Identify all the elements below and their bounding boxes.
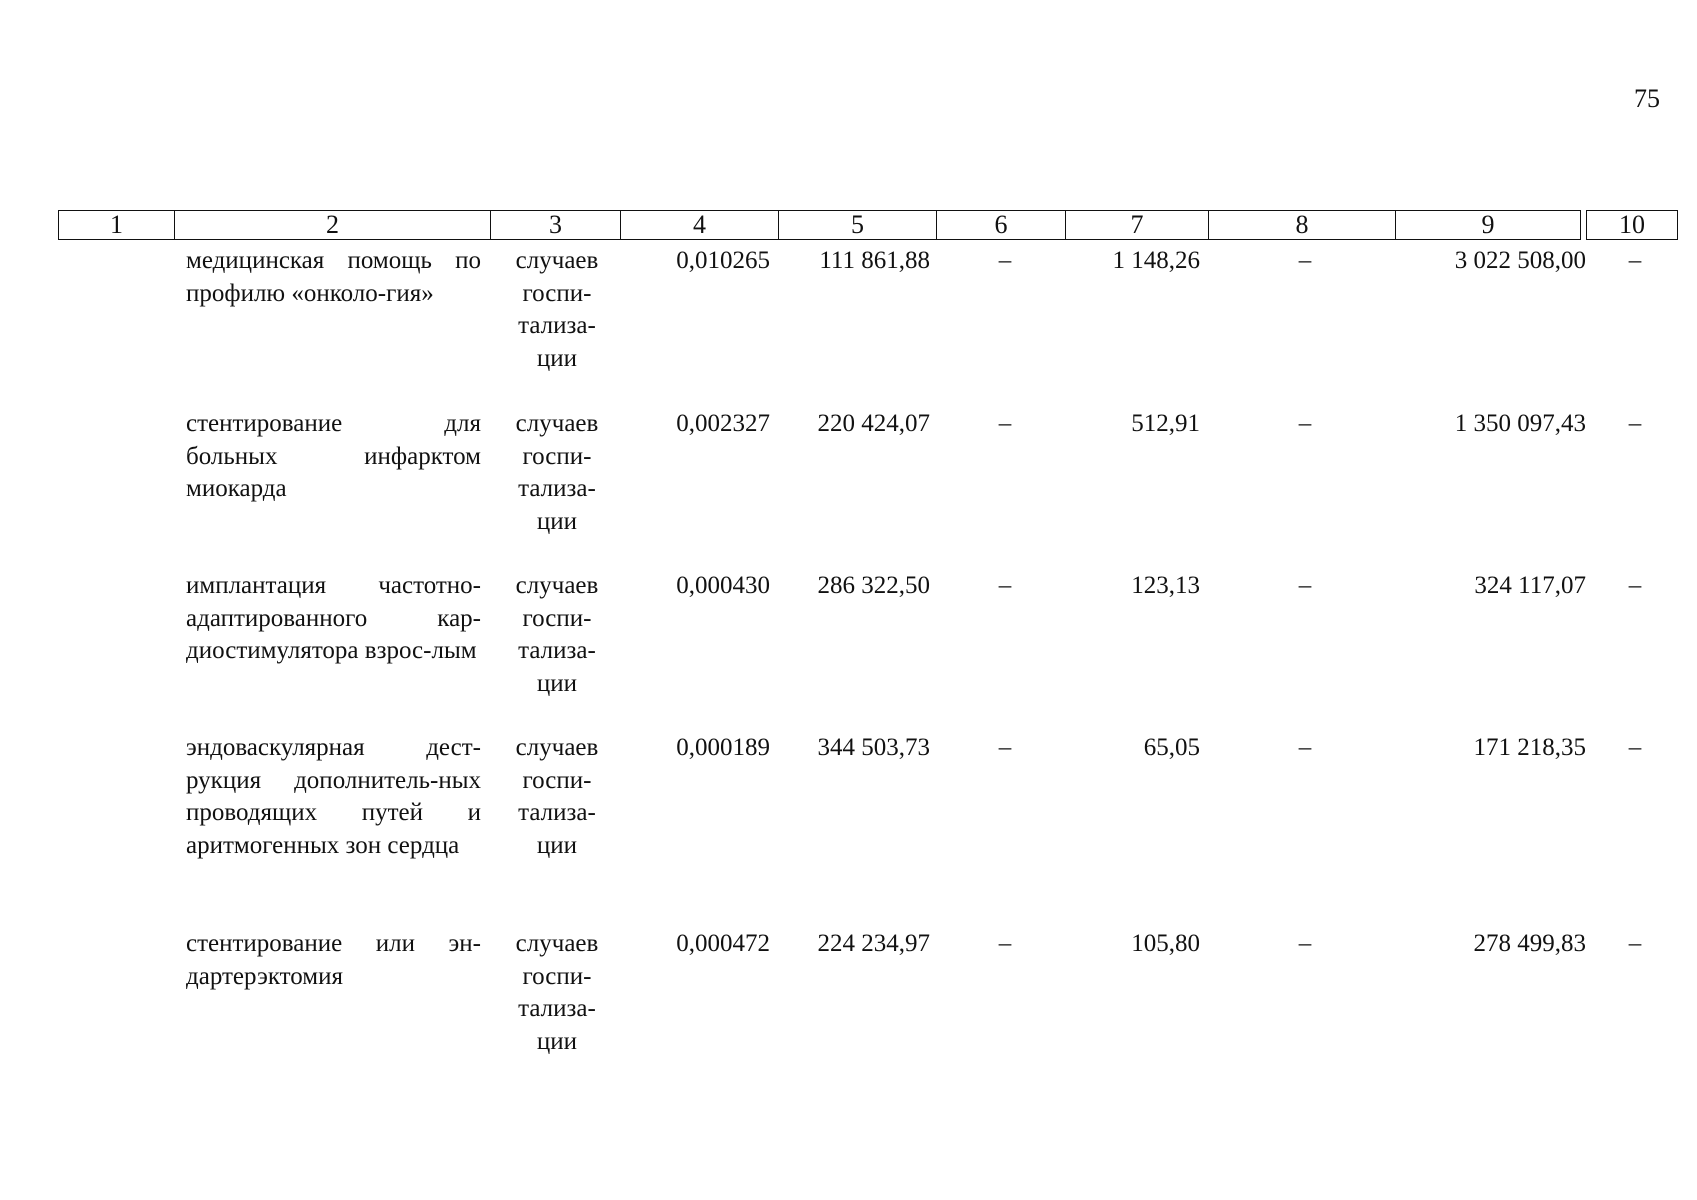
- column-number-5: 5: [778, 210, 937, 240]
- row-unit-line: тализа-: [518, 799, 596, 826]
- row-col9: 3 022 508,00: [1454, 247, 1586, 274]
- row-name: медицинская помощь по профилю «онколо-гия»: [186, 247, 481, 307]
- row-col8: –: [1298, 247, 1312, 274]
- row-col5: 111 861,88: [819, 247, 930, 274]
- row-unit: [497, 928, 617, 1058]
- row-col8: –: [1298, 734, 1312, 761]
- column-number-2: 2: [174, 210, 491, 240]
- row-unit-line: госпи-: [522, 442, 592, 470]
- row-unit: [497, 570, 617, 700]
- row-col8: –: [1298, 410, 1312, 437]
- column-number-9: 9: [1395, 210, 1581, 240]
- row-col10: –: [1628, 247, 1642, 274]
- row-col5: 286 322,50: [817, 572, 930, 599]
- row-col6: –: [998, 410, 1012, 437]
- row-unit-line: госпи-: [522, 766, 592, 794]
- row-col10: –: [1628, 410, 1642, 437]
- column-number-8: 8: [1208, 210, 1396, 240]
- row-unit-line: ции: [536, 344, 578, 372]
- row-col7: 105,80: [1131, 930, 1200, 957]
- row-col4: 0,000430: [676, 572, 770, 599]
- row-col4: 0,002327: [676, 410, 770, 437]
- row-col6: –: [998, 247, 1012, 274]
- row-col7: 65,05: [1143, 734, 1200, 761]
- row-unit: [497, 245, 617, 375]
- row-col5: 344 503,73: [817, 734, 930, 761]
- row-name: эндоваскулярная дест-рукция дополнитель-ных проводящих путей и аритмогенных зон сердца: [186, 734, 481, 859]
- row-col10: –: [1628, 930, 1642, 957]
- column-number-7: 7: [1065, 210, 1209, 240]
- row-col8: –: [1298, 572, 1312, 599]
- column-number-10: 10: [1586, 210, 1678, 240]
- row-unit-line: тализа-: [518, 637, 596, 664]
- column-number-6: 6: [936, 210, 1066, 240]
- row-col4: 0,000189: [676, 734, 770, 761]
- row-unit-line: случаев: [515, 410, 599, 437]
- row-unit-line: ции: [536, 507, 578, 535]
- column-number-4: 4: [620, 210, 779, 240]
- row-col4: 0,000472: [676, 930, 770, 957]
- row-col10: –: [1628, 572, 1642, 599]
- row-unit-line: случаев: [515, 930, 599, 957]
- row-col6: –: [998, 930, 1012, 957]
- row-name: стентирование или эн-дартерэктомия: [186, 930, 481, 990]
- table-header-row: [58, 210, 1678, 240]
- row-unit-line: госпи-: [522, 279, 592, 307]
- row-col9: 324 117,07: [1474, 572, 1586, 599]
- row-unit-line: госпи-: [522, 604, 592, 632]
- row-unit: [497, 408, 617, 538]
- row-col5: 224 234,97: [817, 930, 930, 957]
- row-unit-line: случаев: [515, 734, 599, 761]
- row-name: стентирование для больных инфарктом миокарда: [186, 410, 481, 502]
- row-col9: 1 350 097,43: [1454, 410, 1586, 437]
- row-col8: –: [1298, 930, 1312, 957]
- row-unit-line: случаев: [515, 572, 599, 599]
- row-col7: 1 148,26: [1112, 247, 1200, 274]
- row-unit: [497, 732, 617, 862]
- row-col7: 123,13: [1131, 572, 1200, 599]
- row-unit-line: случаев: [515, 247, 599, 274]
- row-col5: 220 424,07: [817, 410, 930, 437]
- row-unit-line: тализа-: [518, 312, 596, 339]
- row-col6: –: [998, 572, 1012, 599]
- row-col6: –: [998, 734, 1012, 761]
- row-name: имплантация частотно-адаптированного кар-диостимулятора взрос-лым: [186, 572, 481, 664]
- column-number-3: 3: [490, 210, 621, 240]
- page-number: 75: [1634, 84, 1660, 113]
- row-unit-line: тализа-: [518, 995, 596, 1022]
- row-col9: 171 218,35: [1473, 734, 1586, 761]
- row-col7: 512,91: [1131, 410, 1200, 437]
- row-unit-line: ции: [536, 831, 578, 859]
- row-unit-line: госпи-: [522, 962, 592, 990]
- row-unit-line: тализа-: [518, 475, 596, 502]
- column-number-1: 1: [58, 210, 175, 240]
- row-col10: –: [1628, 734, 1642, 761]
- row-unit-line: ции: [536, 669, 578, 697]
- row-col9: 278 499,83: [1473, 930, 1586, 957]
- row-unit-line: ции: [536, 1027, 578, 1055]
- row-col4: 0,010265: [676, 247, 770, 274]
